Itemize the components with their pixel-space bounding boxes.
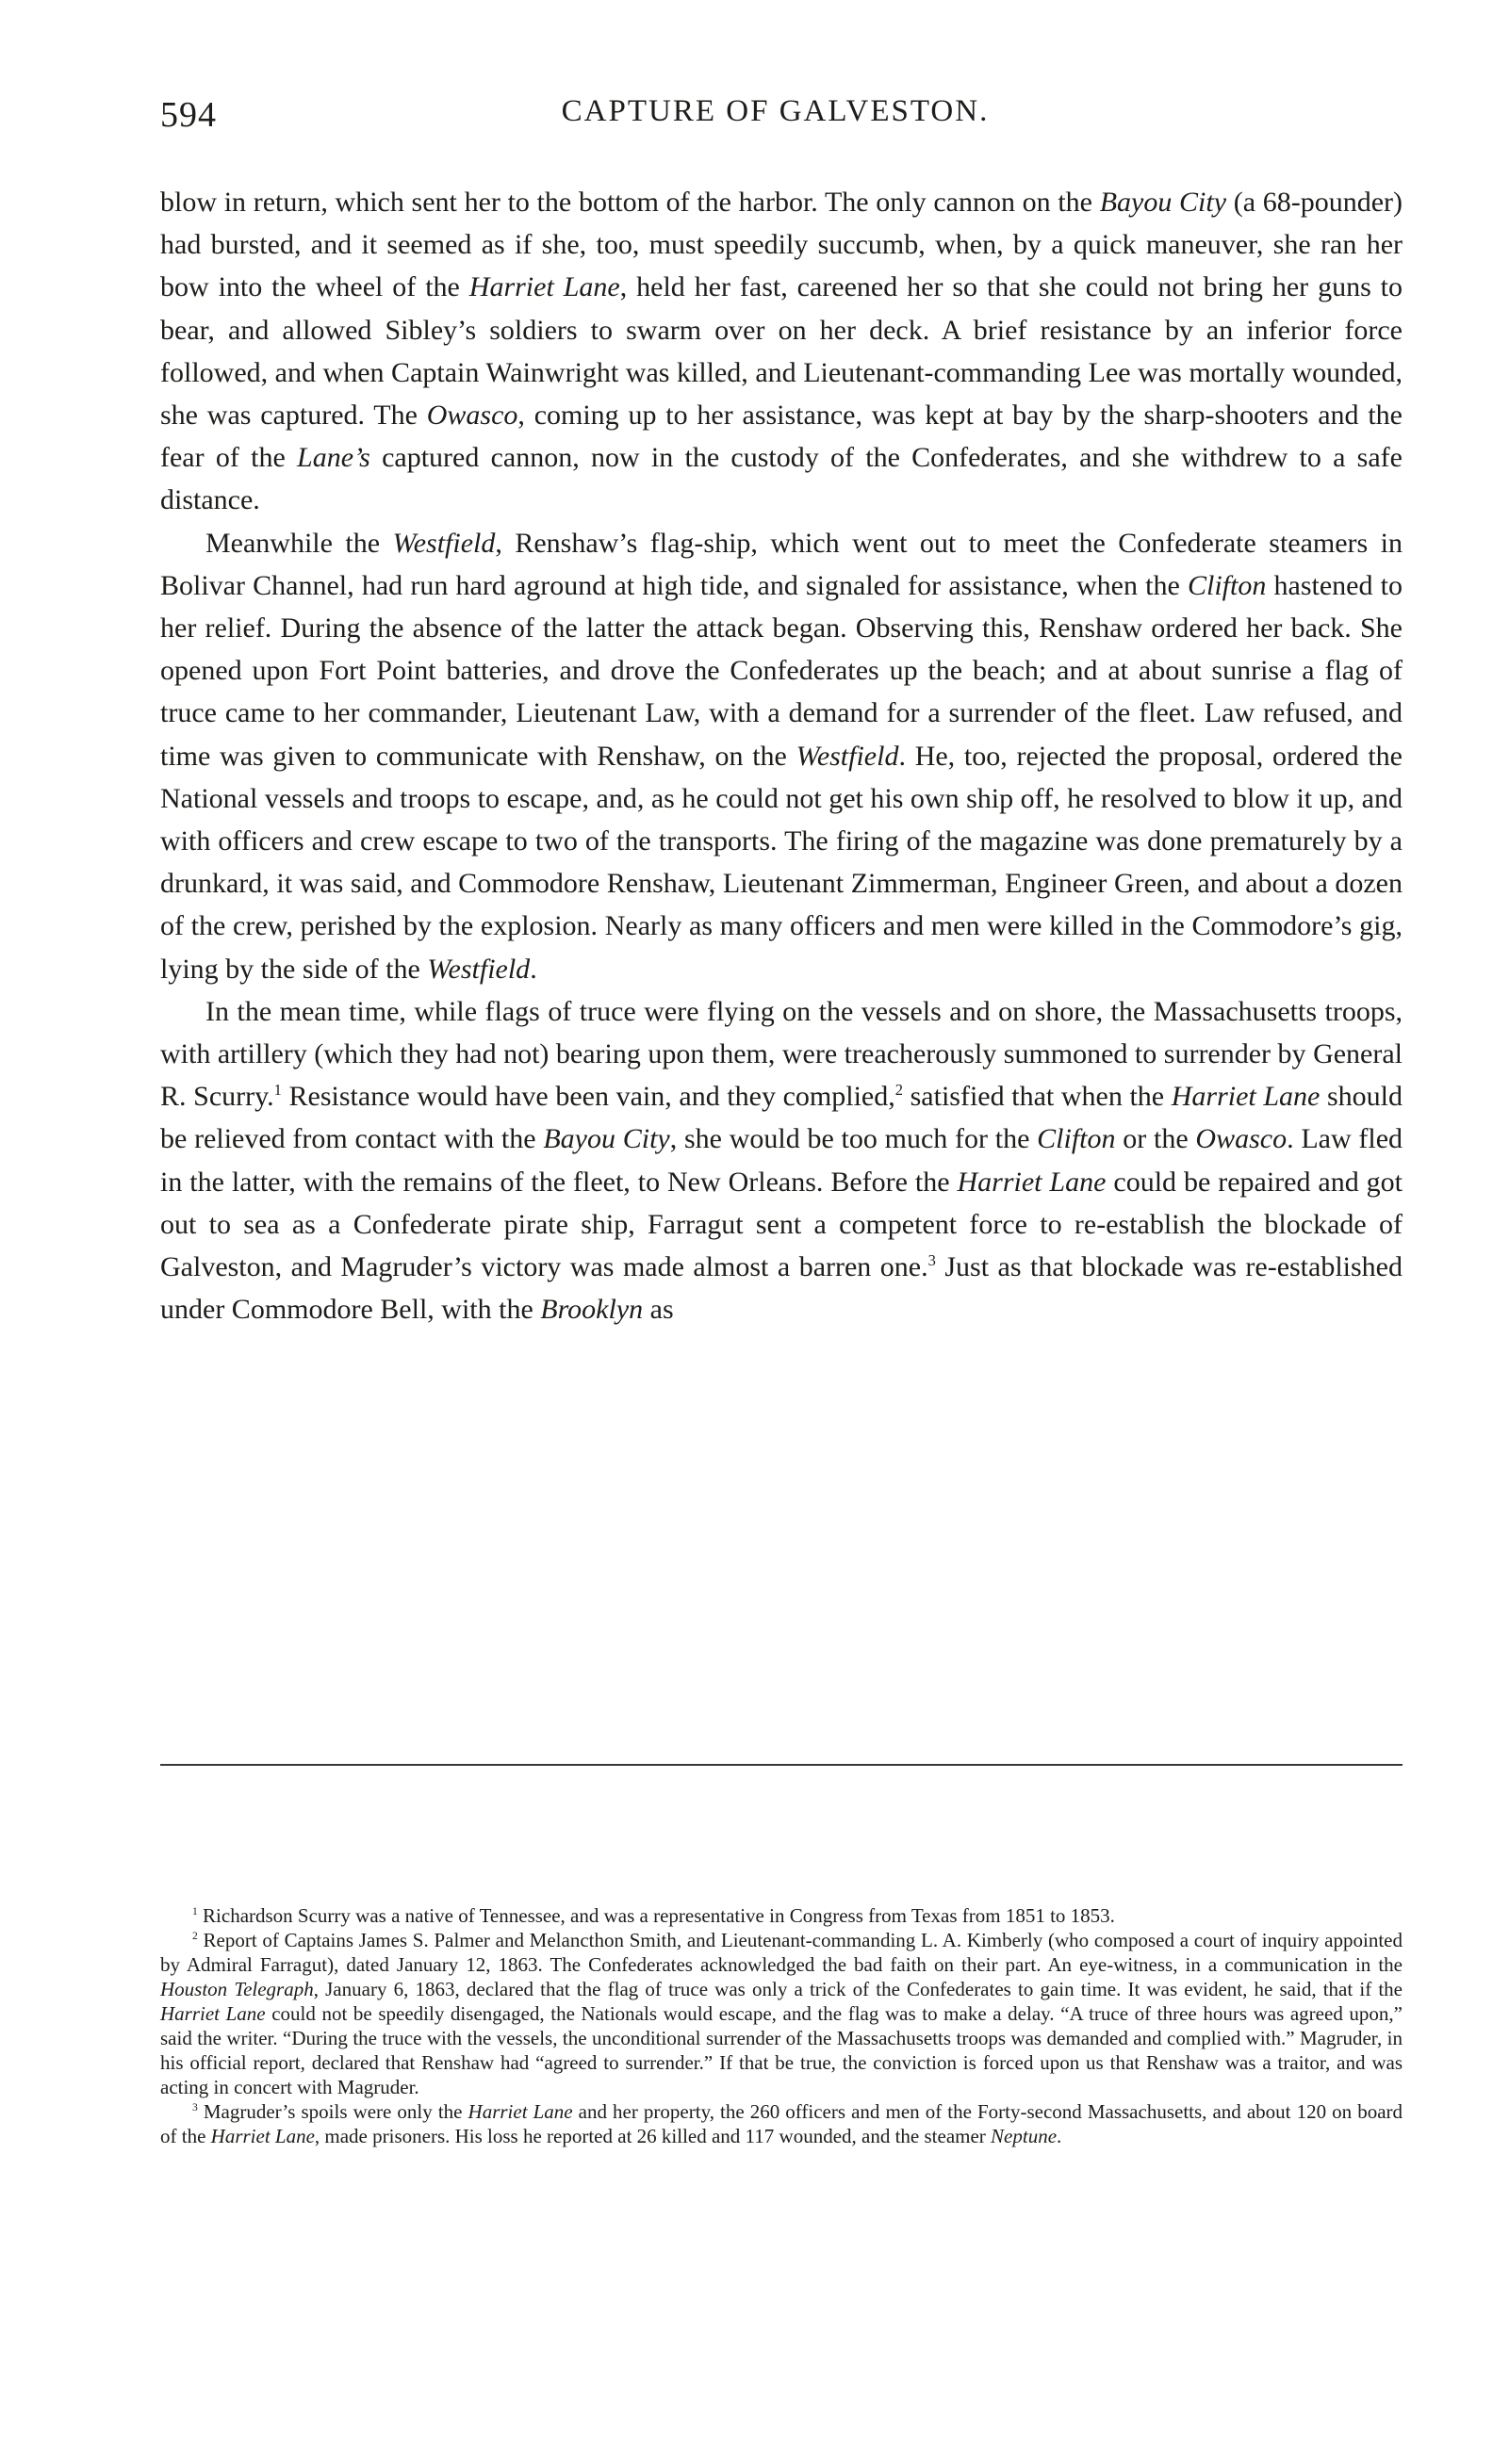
ship-name: Westfield — [392, 527, 496, 559]
paragraph-2: Meanwhile the Westfield, Renshaw’s flag-ship, which went out to meet the Confederate steamers in Bolivar Channel, had run hard aground at high tide, and signaled for assistance, when the Clifton hastened to her relief. During the absence of the latter the attack began. Observing this, Renshaw ordered her back. She opened upon Fort Point batteries, and drove the Confederates up the beach; and at about sunrise a flag of truce came to her commander, Lieutenant Law, with a demand for a surrender of the fleet. Law refused, and time was given to communicate with Renshaw, on the Westfield. He, too, rejected the proposal, ordered the National vessels and troops to escape, and, as he could not get his own ship off, he resolved to blow it up, and with officers and crew escape to two of the transports. The firing of the magazine was done prematurely by a drunkard, it was said, and Commodore Renshaw, Lieutenant Zimmerman, Engineer Green, and about a dozen of the crew, perished by the explosion. Nearly as many officers and men were killed in the Commodore’s gig, lying by the side of the Westfield. — [160, 527, 1403, 985]
ship-name: Bayou City — [1099, 187, 1227, 218]
ship-name: Owasco — [426, 400, 518, 432]
footnote-1: $^1$ Richardson Scurry was a native of Tennessee, and was a representative in Congress from Texas from 1851 to 1853. — [192, 1904, 1115, 1927]
footnote-ref: 2 — [894, 1081, 903, 1100]
ship-name: Lane’s — [297, 442, 370, 474]
ship-name: Westfield — [427, 953, 531, 985]
main-text — [160, 181, 1403, 1330]
running-head: CAPTURE OF GALVESTON. — [561, 94, 990, 128]
footnote-divider — [160, 1764, 1403, 1766]
ship-name: Bayou City — [543, 1123, 670, 1155]
ship-name: Harriet Lane — [1171, 1081, 1321, 1113]
ship-name: Harriet Lane — [468, 271, 620, 303]
footnote-ref: 1 — [273, 1081, 282, 1100]
footnote-3: $^3$ Magruder’s spoils were only the Harriet Lane and her property, the 260 officers and men of the Forty-second Massachusetts, and about 120 on board of the Harriet Lane, made prisoners. His loss he reported at 26 killed and 117 wounded, and the steamer Neptune. — [160, 2100, 1403, 2147]
footnote-2: $^2$ Report of Captains James S. Palmer and Melancthon Smith, and Lieutenant-commanding L. A. Kimberly (who composed a court of inquiry appointed by Admiral Farragut), dated January 12, 1863. The Confederates acknowledged the bad faith on their part. An eye-witness, in a communication in the Houston Telegraph, January 6, 1863, declared that the flag of truce was only a trick of the Confederates to gain time. It was evident, he said, that if the Harriet Lane could not be speedily disengaged, the Nationals would escape, and the flag was to make a delay. “A truce of three hours was agreed upon,” said the writer. “During the truce with the vessels, the unconditional surrender of the Massachusetts troops was demanded and complied with.” Magruder, in his official report, declared that Renshaw had “agreed to surrender.” If that be true, the conviction is forced upon us that Renshaw was a traitor, and was acting in concert with Magruder. — [160, 1929, 1403, 2098]
ship-name: Owasco — [1195, 1123, 1288, 1155]
ship-name: Harriet Lane — [160, 2002, 266, 2025]
footnote-marker: 3 — [192, 2102, 198, 2113]
ship-name: Westfield — [796, 740, 899, 772]
footnote-marker: 1 — [192, 1906, 198, 1917]
ship-name: Neptune — [991, 2125, 1058, 2147]
ship-name: Harriet Lane — [210, 2125, 315, 2147]
newspaper-name: Houston Telegraph — [160, 1978, 314, 2000]
footnote-marker: 2 — [192, 1931, 198, 1942]
ship-name: Clifton — [1187, 569, 1267, 601]
footnotes — [160, 1903, 1403, 2148]
paragraph-1: blow in return, which sent her to the bottom of the harbor. The only cannon on the Bayou City (a 68-pounder) had bursted, and it seemed as if she, too, must speedily succumb, when, by a quick maneuver, she ran her bow into the wheel of the Harriet Lane, held her fast, careened her so that she could not bring her guns to bear, and allowed Sibley’s soldiers to swarm over on her deck. A brief resistance by an inferior force followed, and when Captain Wainwright was killed, and Lieutenant-commanding Lee was mortally wounded, she was captured. The Owasco, coming up to her assistance, was kept at bay by the sharp-shooters and the fear of the Lane’s captured cannon, now in the custody of the Confederates, and she withdrew to a safe distance. — [160, 187, 1403, 516]
ship-name: Harriet Lane — [468, 2100, 573, 2123]
ship-name: Brooklyn — [540, 1294, 644, 1326]
page-header — [160, 94, 1390, 141]
ship-name: Harriet Lane — [957, 1166, 1107, 1198]
paragraph-3: In the mean time, while flags of truce were flying on the vessels and on shore, the Massachusetts troops, with artillery (which they had not) bearing upon them, were treacherously summoned to surrender by General R. Scurry.$^1$ Resistance would have been vain, and they complied,$^2$ satisfied that when the Harriet Lane should be relieved from contact with the Bayou City, she would be too much for the Clifton or the Owasco. Law fled in the latter, with the remains of the fleet, to New Orleans. Before the Harriet Lane could be repaired and got out to sea as a Confederate pirate ship, Farragut sent a competent force to re-establish the blockade of Galveston, and Magruder’s victory was made almost a barren one.$^3$ Just as that blockade was re-established under Commodore Bell, with the Brooklyn as — [160, 995, 1403, 1326]
footnote-ref: 3 — [927, 1251, 936, 1270]
ship-name: Clifton — [1037, 1123, 1116, 1155]
page-number: 594 — [160, 95, 217, 135]
